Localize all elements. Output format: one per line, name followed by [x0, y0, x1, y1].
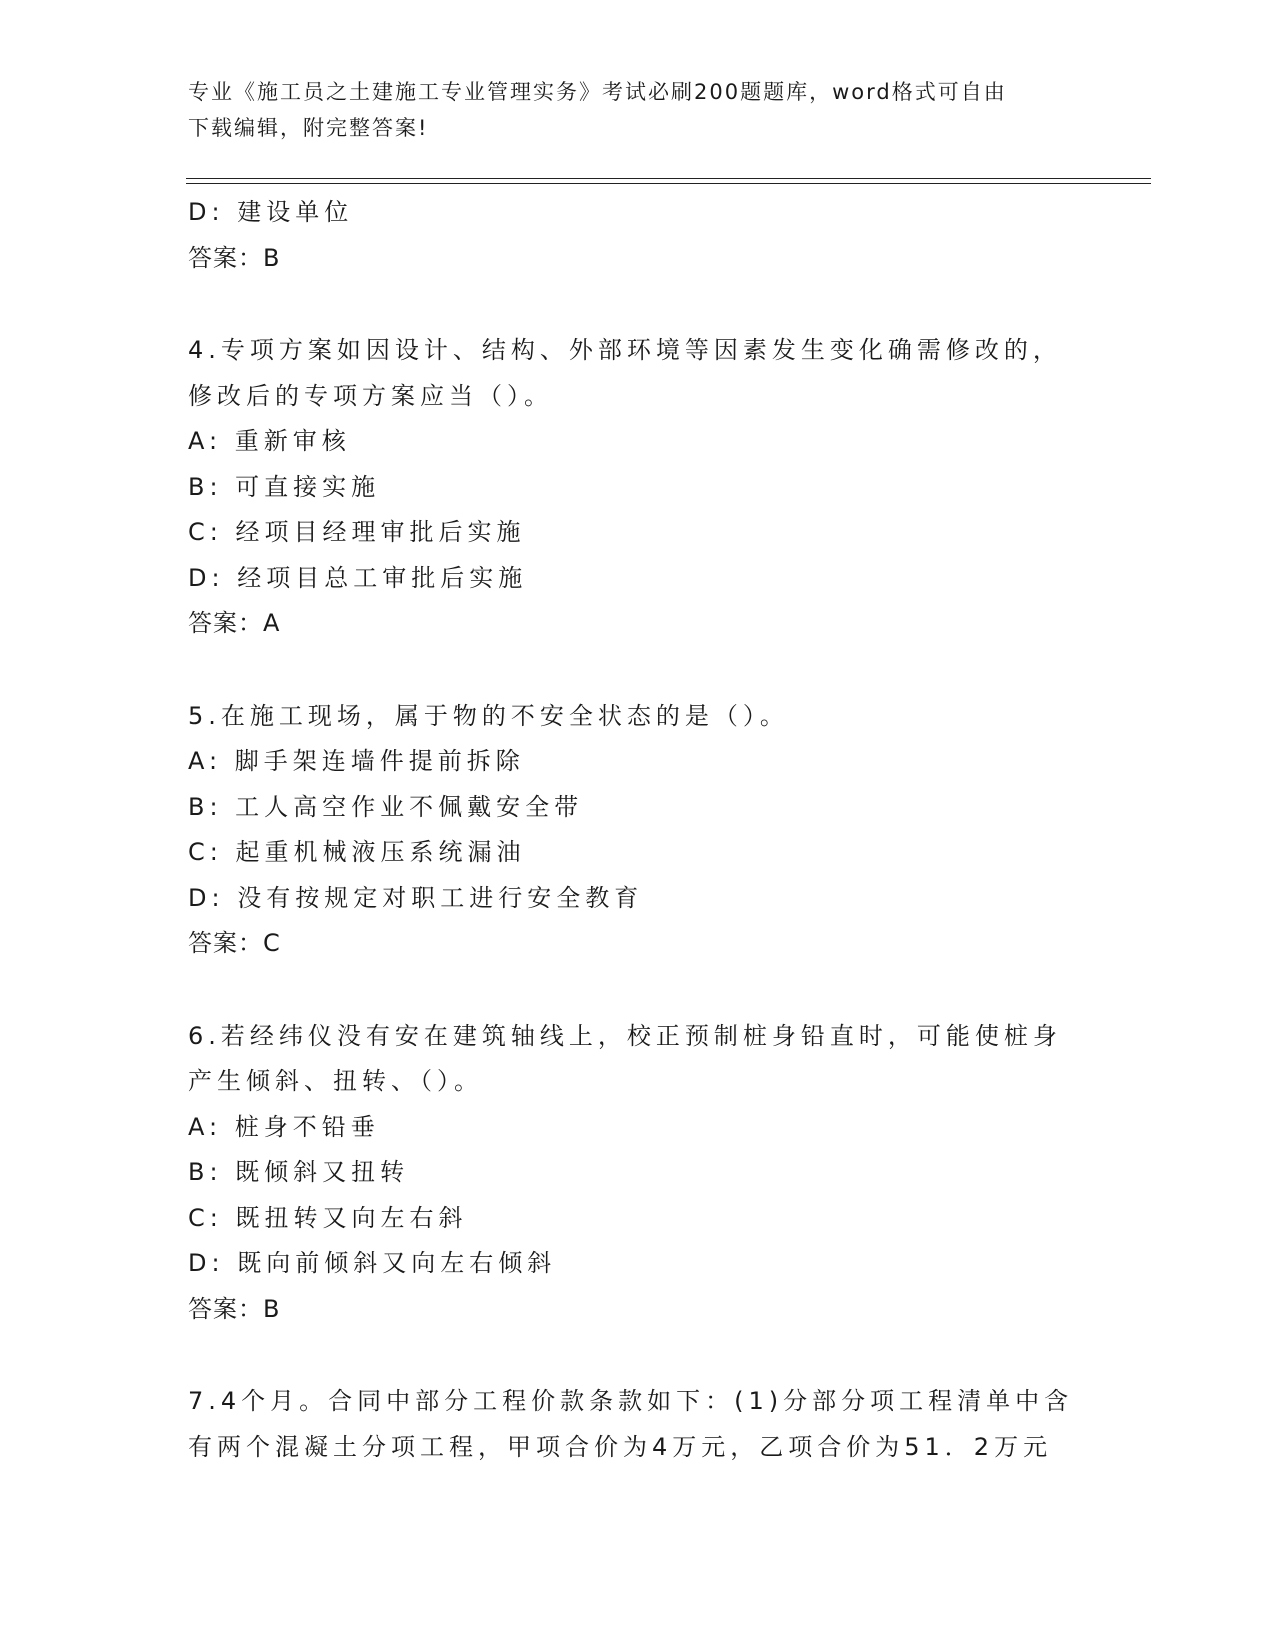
header-title-line-2: 下载编辑，附完整答案!: [188, 116, 429, 140]
option-d: D: 没有按规定对职工进行安全教育: [188, 883, 644, 912]
question-text: 6.若经纬仪没有安在建筑轴线上，校正预制桩身铅直时，可能使桩身: [188, 1021, 1062, 1050]
option-a: A: 脚手架连墙件提前拆除: [188, 747, 525, 775]
option-a: A: 重新审核: [188, 427, 351, 455]
question-4: [188, 328, 1088, 647]
option-b: B: 工人高空作业不佩戴安全带: [188, 792, 584, 821]
question-5: [188, 694, 1088, 967]
question-text: 5.在施工现场，属于物的不安全状态的是（）。: [188, 701, 789, 730]
header-divider-top: [186, 178, 1151, 179]
question-3-tail: [188, 190, 1088, 281]
option-c: C: 起重机械液压系统漏油: [188, 838, 526, 866]
option-a: A: 桩身不铅垂: [188, 1112, 380, 1141]
option-c: C: 经项目经理审批后实施: [188, 518, 526, 546]
option-d: D: 建设单位: [188, 198, 354, 226]
option-b: B: 既倾斜又扭转: [188, 1158, 410, 1186]
question-text: 产生倾斜、扭转、（）。: [188, 1067, 483, 1095]
question-6: [188, 1014, 1088, 1333]
option-d: D: 既向前倾斜又向左右倾斜: [188, 1249, 557, 1277]
option-b: B: 可直接实施: [188, 472, 381, 501]
answer: 答案：B: [188, 243, 281, 272]
header-divider-bottom: [186, 183, 1151, 184]
question-text: 有两个混凝土分项工程，甲项合价为4万元，乙项合价为51．2万元: [188, 1432, 1053, 1461]
option-d: D: 经项目总工审批后实施: [188, 563, 528, 592]
question-text: 4.专项方案如因设计、结构、外部环境等因素发生变化确需修改的，: [188, 336, 1062, 364]
question-7: [188, 1379, 1088, 1470]
answer: 答案：A: [188, 609, 281, 637]
option-c: C: 既扭转又向左右斜: [188, 1203, 468, 1232]
document-header: [188, 74, 1078, 146]
answer: 答案：B: [188, 1294, 281, 1323]
question-text: 7.4个月。合同中部分工程价款条款如下：(1)分部分项工程清单中含: [188, 1387, 1074, 1415]
document-body: [188, 190, 1088, 1470]
header-title-line-1: 专业《施工员之土建施工专业管理实务》考试必刷200题题库，word格式可自由: [188, 80, 1007, 104]
question-text: 修改后的专项方案应当（）。: [188, 381, 553, 410]
answer: 答案：C: [188, 929, 281, 957]
